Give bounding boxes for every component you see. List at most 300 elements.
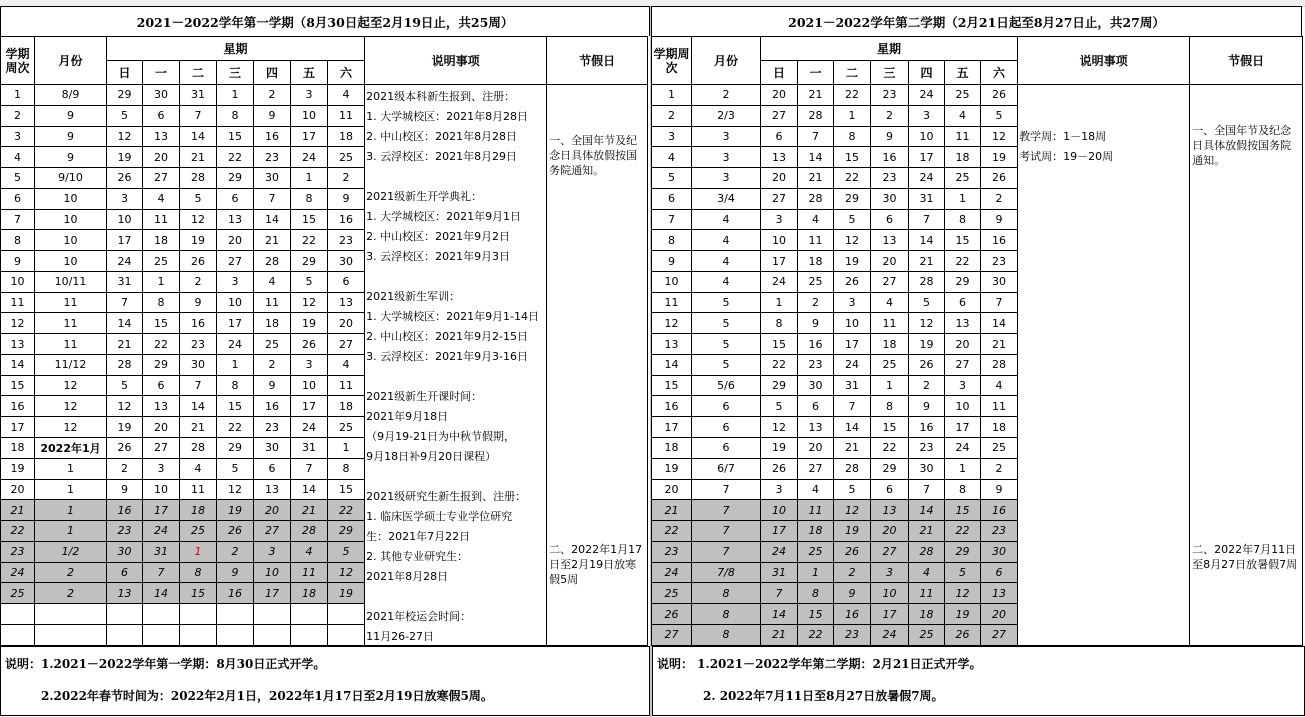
day-cell: 23 — [871, 168, 909, 189]
day-cell: 13 — [328, 292, 365, 313]
day-cell: 26 — [761, 458, 798, 479]
day-cell: 16 — [254, 396, 291, 417]
day-cell: 23 — [328, 230, 365, 251]
day-cell: 9 — [871, 126, 909, 147]
note-line: 3. 云浮校区：2021年9月3日 — [366, 250, 511, 263]
day-cell: 21 — [834, 438, 871, 459]
day-cell: 2 — [798, 292, 834, 313]
day-cell: 28 — [834, 458, 871, 479]
month-cell: 2022年1月 — [35, 438, 107, 459]
semester-title: 2021－2022学年第二学期（2月21日起至8月27日止，共27周） — [651, 6, 1302, 36]
day-cell: 3 — [871, 562, 909, 583]
week-number: 4 — [652, 147, 692, 168]
day-cell: 18 — [798, 251, 834, 272]
week-number: 22 — [1, 521, 35, 542]
note-line: 3. 云浮校区：2021年9月3-16日 — [366, 350, 529, 363]
day-cell: 11 — [945, 126, 981, 147]
day-cell: 22 — [945, 521, 981, 542]
day-cell: 22 — [143, 334, 180, 355]
day-cell — [180, 624, 217, 645]
month-cell: 4 — [692, 251, 761, 272]
day-cell: 12 — [834, 230, 871, 251]
day-cell: 25 — [798, 541, 834, 562]
holiday-header: 节假日 — [547, 37, 648, 85]
holiday-note: 二、2022年1月17日至2月19日放寒假5周 — [549, 543, 643, 586]
day-cell: 2 — [217, 541, 254, 562]
day-cell: 6 — [871, 479, 909, 500]
day-cell: 29 — [871, 458, 909, 479]
day-cell: 15 — [217, 126, 254, 147]
day-cell: 27 — [143, 168, 180, 189]
month-cell: 11/12 — [35, 354, 107, 375]
day-cell: 22 — [798, 624, 834, 645]
calendar-table — [0, 36, 648, 646]
day-cell: 18 — [909, 604, 945, 625]
day-cell: 16 — [871, 147, 909, 168]
day-cell: 26 — [180, 251, 217, 272]
day-cell: 1 — [143, 271, 180, 292]
day-cell: 15 — [143, 313, 180, 334]
month-cell: 7 — [692, 521, 761, 542]
week-number: 25 — [1, 583, 35, 604]
week-number: 8 — [1, 230, 35, 251]
week-header: 学期周次 — [1, 37, 35, 85]
month-cell: 8 — [692, 583, 761, 604]
week-number: 5 — [652, 168, 692, 189]
month-cell: 12 — [35, 375, 107, 396]
semester-1-calendar — [0, 6, 650, 662]
day-cell: 7 — [909, 209, 945, 230]
month-cell: 11 — [35, 292, 107, 313]
day-cell: 5 — [107, 105, 143, 126]
day-cell: 22 — [291, 230, 328, 251]
day-cell: 14 — [798, 147, 834, 168]
day-cell: 23 — [981, 251, 1018, 272]
day-cell: 1 — [945, 458, 981, 479]
month-cell: 7 — [692, 500, 761, 521]
day-cell: 5 — [834, 479, 871, 500]
week-number: 3 — [652, 126, 692, 147]
day-cell: 14 — [143, 583, 180, 604]
week-number: 11 — [652, 292, 692, 313]
weekday-header: 日 — [761, 61, 798, 85]
day-cell: 28 — [909, 541, 945, 562]
day-cell: 27 — [143, 438, 180, 459]
day-cell: 22 — [217, 147, 254, 168]
day-cell: 19 — [291, 313, 328, 334]
note-line: 考试周：19－20周 — [1019, 150, 1114, 163]
note-line: 2. 中山校区：2021年9月2-15日 — [366, 330, 529, 343]
week-number: 15 — [1, 375, 35, 396]
week-row — [1, 85, 648, 106]
footer-line-1: 说明：1.2021－2022学年第一学期：8月30日正式开学。 — [5, 657, 326, 671]
day-cell: 24 — [217, 334, 254, 355]
day-cell: 21 — [909, 251, 945, 272]
day-cell: 20 — [254, 500, 291, 521]
month-cell: 5 — [692, 313, 761, 334]
day-cell: 13 — [945, 313, 981, 334]
note-line: 教学周：1－18周 — [1019, 130, 1107, 143]
day-cell — [217, 604, 254, 625]
day-cell: 5 — [291, 271, 328, 292]
day-cell: 17 — [871, 604, 909, 625]
week-number: 16 — [1, 396, 35, 417]
day-cell: 3 — [834, 292, 871, 313]
day-cell: 26 — [217, 521, 254, 542]
day-cell: 17 — [761, 521, 798, 542]
day-cell: 24 — [761, 271, 798, 292]
day-cell: 12 — [945, 583, 981, 604]
month-cell: 8/9 — [35, 85, 107, 106]
day-cell: 6 — [143, 375, 180, 396]
week-number: 10 — [652, 271, 692, 292]
note-line: 2. 其他专业研究生： — [366, 550, 469, 563]
day-cell: 6 — [107, 562, 143, 583]
day-cell: 6 — [254, 458, 291, 479]
day-cell: 14 — [834, 417, 871, 438]
day-cell: 12 — [217, 479, 254, 500]
day-cell: 9 — [254, 105, 291, 126]
note-line: 11月26-27日 — [366, 630, 435, 643]
day-cell: 13 — [254, 479, 291, 500]
week-number: 2 — [1, 105, 35, 126]
day-cell: 12 — [107, 126, 143, 147]
day-cell: 8 — [945, 479, 981, 500]
weekday-header: 六 — [981, 61, 1018, 85]
month-cell: 8 — [692, 604, 761, 625]
day-cell: 3 — [254, 541, 291, 562]
day-cell: 4 — [254, 271, 291, 292]
day-cell: 1 — [328, 438, 365, 459]
note-line: 2021年校运会时间： — [366, 610, 472, 623]
day-cell: 29 — [217, 168, 254, 189]
month-cell: 11 — [35, 313, 107, 334]
day-cell: 17 — [761, 251, 798, 272]
day-cell: 16 — [981, 500, 1018, 521]
day-cell: 3 — [107, 188, 143, 209]
weekday-group-header: 星期 — [761, 37, 1018, 61]
day-cell: 4 — [328, 85, 365, 106]
day-cell: 23 — [909, 438, 945, 459]
day-cell: 25 — [180, 521, 217, 542]
week-number: 24 — [1, 562, 35, 583]
day-cell: 12 — [834, 500, 871, 521]
month-header: 月份 — [35, 37, 107, 85]
day-cell: 10 — [254, 562, 291, 583]
week-number: 17 — [1, 417, 35, 438]
day-cell: 7 — [180, 105, 217, 126]
day-cell: 12 — [981, 126, 1018, 147]
month-cell: 1 — [35, 458, 107, 479]
day-cell: 1 — [761, 292, 798, 313]
notes-column — [365, 85, 547, 646]
week-number: 21 — [1, 500, 35, 521]
day-cell: 2 — [328, 168, 365, 189]
day-cell: 17 — [909, 147, 945, 168]
day-cell: 8 — [761, 313, 798, 334]
week-number: 2 — [652, 105, 692, 126]
day-cell: 5 — [834, 209, 871, 230]
day-cell: 11 — [254, 292, 291, 313]
day-cell: 3 — [143, 458, 180, 479]
day-cell: 15 — [834, 147, 871, 168]
day-cell: 12 — [291, 292, 328, 313]
day-cell: 8 — [834, 126, 871, 147]
day-cell: 7 — [180, 375, 217, 396]
weekday-header: 四 — [254, 61, 291, 85]
day-cell: 11 — [871, 313, 909, 334]
day-cell: 1 — [217, 354, 254, 375]
day-cell: 23 — [981, 521, 1018, 542]
day-cell: 26 — [945, 624, 981, 645]
day-cell: 30 — [909, 458, 945, 479]
day-cell: 8 — [945, 209, 981, 230]
day-cell: 23 — [871, 85, 909, 106]
month-cell: 5 — [692, 334, 761, 355]
day-cell: 7 — [291, 458, 328, 479]
day-cell: 31 — [909, 188, 945, 209]
day-cell: 5 — [328, 541, 365, 562]
day-cell: 27 — [871, 271, 909, 292]
day-cell: 19 — [909, 334, 945, 355]
week-number: 14 — [652, 354, 692, 375]
note-line: 2021年8月28日 — [366, 570, 449, 583]
week-number: 7 — [1, 209, 35, 230]
day-cell: 4 — [143, 188, 180, 209]
day-cell: 4 — [871, 292, 909, 313]
day-cell: 7 — [981, 292, 1018, 313]
day-cell: 24 — [945, 438, 981, 459]
day-cell: 19 — [945, 604, 981, 625]
day-cell: 2 — [981, 188, 1018, 209]
month-cell: 3 — [692, 168, 761, 189]
month-cell: 2/3 — [692, 105, 761, 126]
day-cell: 1 — [871, 375, 909, 396]
day-cell: 14 — [254, 209, 291, 230]
note-line: 生：2021年7月22日 — [366, 530, 471, 543]
week-number: 26 — [652, 604, 692, 625]
weekday-group-header: 星期 — [107, 37, 365, 61]
weekday-header: 三 — [871, 61, 909, 85]
day-cell: 25 — [981, 438, 1018, 459]
day-cell: 13 — [871, 230, 909, 251]
week-number — [1, 604, 35, 625]
day-cell: 2 — [981, 458, 1018, 479]
day-cell: 4 — [909, 562, 945, 583]
day-cell: 3 — [761, 209, 798, 230]
holiday-column — [1190, 85, 1303, 646]
day-cell: 26 — [981, 168, 1018, 189]
month-cell: 5 — [692, 292, 761, 313]
week-number: 9 — [652, 251, 692, 272]
day-cell: 1 — [945, 188, 981, 209]
day-cell: 29 — [834, 188, 871, 209]
week-number: 14 — [1, 354, 35, 375]
day-cell: 20 — [945, 334, 981, 355]
week-number: 11 — [1, 292, 35, 313]
day-cell: 18 — [291, 583, 328, 604]
note-line: 2021级新生开课时间： — [366, 390, 483, 403]
day-cell: 14 — [909, 500, 945, 521]
day-cell: 20 — [798, 438, 834, 459]
week-number: 23 — [1, 541, 35, 562]
day-cell: 19 — [834, 251, 871, 272]
day-cell: 1 — [291, 168, 328, 189]
day-cell: 3 — [761, 479, 798, 500]
day-cell: 24 — [761, 541, 798, 562]
note-line: 2. 中山校区：2021年8月28日 — [366, 130, 518, 143]
day-cell: 30 — [254, 438, 291, 459]
day-cell: 12 — [328, 562, 365, 583]
month-cell: 8 — [692, 624, 761, 645]
day-cell: 29 — [143, 354, 180, 375]
week-number: 6 — [652, 188, 692, 209]
day-cell: 26 — [107, 168, 143, 189]
day-cell: 15 — [798, 604, 834, 625]
day-cell: 9 — [107, 479, 143, 500]
month-cell — [35, 604, 107, 625]
day-cell: 10 — [217, 292, 254, 313]
month-cell: 5 — [692, 354, 761, 375]
day-cell: 14 — [107, 313, 143, 334]
weekday-header: 一 — [143, 61, 180, 85]
week-number: 22 — [652, 521, 692, 542]
semester-2-footer — [652, 646, 1305, 716]
month-cell: 6/7 — [692, 458, 761, 479]
day-cell: 16 — [909, 417, 945, 438]
week-number: 23 — [652, 541, 692, 562]
day-cell: 31 — [834, 375, 871, 396]
day-cell: 22 — [761, 354, 798, 375]
holiday-column — [547, 85, 648, 646]
day-cell: 3 — [291, 85, 328, 106]
month-cell: 11 — [35, 334, 107, 355]
day-cell: 13 — [761, 147, 798, 168]
month-cell: 2 — [692, 85, 761, 106]
weekday-header: 五 — [945, 61, 981, 85]
day-cell: 20 — [871, 521, 909, 542]
day-cell — [217, 624, 254, 645]
weekday-header: 二 — [180, 61, 217, 85]
day-cell: 10 — [945, 396, 981, 417]
day-cell: 16 — [981, 230, 1018, 251]
month-cell: 10 — [35, 251, 107, 272]
day-cell: 4 — [291, 541, 328, 562]
day-cell: 16 — [328, 209, 365, 230]
day-cell — [180, 604, 217, 625]
month-header: 月份 — [692, 37, 761, 85]
semester-title: 2021－2022学年第一学期（8月30日起至2月19日止，共25周） — [0, 6, 650, 36]
weekday-header: 二 — [834, 61, 871, 85]
day-cell: 27 — [798, 458, 834, 479]
day-cell: 25 — [254, 334, 291, 355]
day-cell: 18 — [945, 147, 981, 168]
month-cell: 12 — [35, 417, 107, 438]
day-cell: 20 — [143, 417, 180, 438]
week-number: 10 — [1, 271, 35, 292]
day-cell — [107, 624, 143, 645]
month-cell — [35, 624, 107, 645]
week-number: 6 — [1, 188, 35, 209]
month-cell: 1/2 — [35, 541, 107, 562]
day-cell: 5 — [107, 375, 143, 396]
day-cell: 17 — [291, 126, 328, 147]
day-cell: 13 — [871, 500, 909, 521]
day-cell: 10 — [291, 375, 328, 396]
calendar-table — [651, 36, 1303, 646]
day-cell: 29 — [945, 271, 981, 292]
day-cell: 19 — [107, 417, 143, 438]
day-cell: 10 — [143, 479, 180, 500]
day-cell: 3 — [909, 105, 945, 126]
day-cell: 21 — [798, 168, 834, 189]
note-line: 3. 云浮校区：2021年8月29日 — [366, 150, 518, 163]
weekday-header: 四 — [909, 61, 945, 85]
day-cell: 30 — [107, 541, 143, 562]
week-number: 12 — [652, 313, 692, 334]
day-cell: 6 — [143, 105, 180, 126]
day-cell: 9 — [981, 479, 1018, 500]
day-cell: 7 — [909, 479, 945, 500]
day-cell: 11 — [328, 375, 365, 396]
day-cell: 19 — [107, 147, 143, 168]
day-cell: 30 — [328, 251, 365, 272]
note-line: 9月18日补9月20日课程） — [366, 450, 497, 463]
week-number: 4 — [1, 147, 35, 168]
day-cell: 11 — [798, 230, 834, 251]
day-cell: 17 — [291, 396, 328, 417]
day-cell: 24 — [909, 168, 945, 189]
day-cell: 26 — [107, 438, 143, 459]
day-cell: 22 — [834, 85, 871, 106]
weekday-header: 五 — [291, 61, 328, 85]
day-cell: 20 — [871, 251, 909, 272]
week-number: 1 — [652, 85, 692, 106]
day-cell: 13 — [143, 126, 180, 147]
day-cell: 1 — [834, 105, 871, 126]
holiday-note: 一、全国年节及纪念日具体放假按国务院通知。 — [1192, 124, 1292, 167]
holiday-note: 一、全国年节及纪念日具体放假按国务院通知。 — [549, 134, 638, 177]
day-cell: 19 — [981, 147, 1018, 168]
day-cell: 17 — [834, 334, 871, 355]
day-cell: 9 — [798, 313, 834, 334]
day-cell: 8 — [328, 458, 365, 479]
month-cell: 6 — [692, 396, 761, 417]
weekday-header: 三 — [217, 61, 254, 85]
day-cell: 5 — [180, 188, 217, 209]
day-cell: 21 — [761, 624, 798, 645]
day-cell: 27 — [254, 521, 291, 542]
day-cell: 14 — [909, 230, 945, 251]
notes-list — [1018, 85, 1189, 645]
day-cell: 15 — [871, 417, 909, 438]
week-number: 20 — [1, 479, 35, 500]
day-cell: 15 — [761, 334, 798, 355]
month-cell: 9 — [35, 147, 107, 168]
week-number: 13 — [652, 334, 692, 355]
day-cell: 27 — [217, 251, 254, 272]
day-cell: 25 — [328, 417, 365, 438]
day-cell: 17 — [107, 230, 143, 251]
day-cell: 25 — [328, 147, 365, 168]
day-cell: 20 — [761, 85, 798, 106]
day-cell — [143, 624, 180, 645]
day-cell: 23 — [798, 354, 834, 375]
day-cell: 3 — [945, 375, 981, 396]
note-line: 1. 大学城校区：2021年8月28日 — [366, 110, 529, 123]
day-cell: 6 — [798, 396, 834, 417]
day-cell: 31 — [761, 562, 798, 583]
